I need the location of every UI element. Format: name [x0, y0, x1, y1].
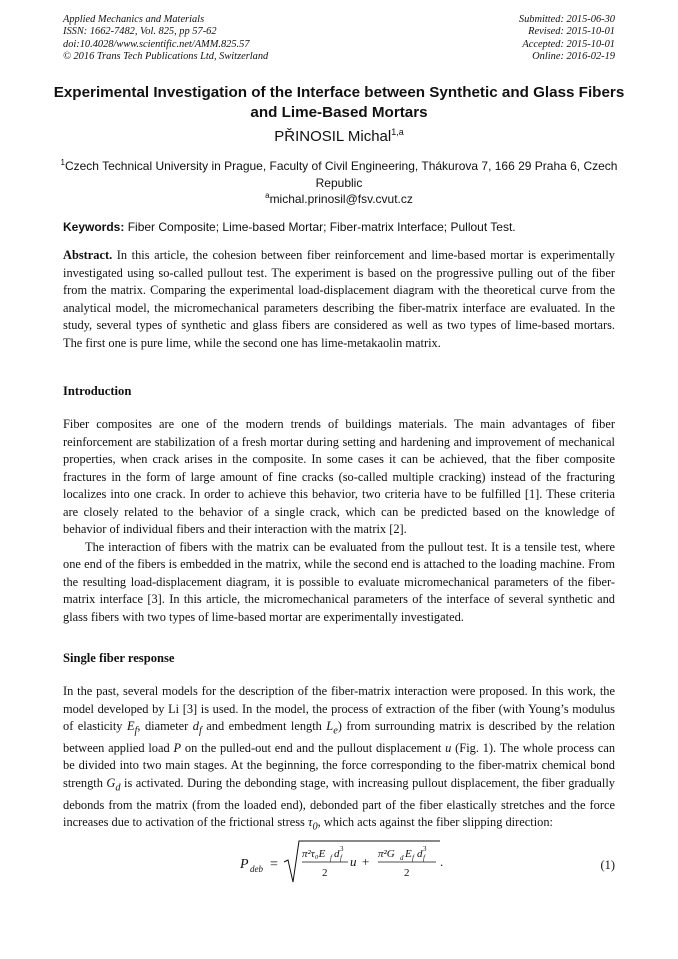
abstract-text: In this article, the cohesion between fiber reinforcement and lime-based mortar is experimentally investigated using so-called pullout test. The experiment is based on the progressive pulling out of the fiber from the matrix. Comparing the experimental load-displacement diagram with the theoretical curve from the analytical model, the micromechanical parameters describing the fiber-matrix interface are evaluated. In the study, several types of synthetic and glass fibers are considered as well as two types of lime-based mortars. The first one is pure lime, while the second one has lime-metakaolin matrix. [63, 248, 615, 350]
affiliation-text: Czech Technical University in Prague, Faculty of Civil Engineering, Thákurova 7, 166 29 Praha 6, Czech Republic [64, 159, 618, 190]
eq-num2-d: d [417, 848, 423, 860]
intro-paragraph-1: Fiber composites are one of the modern trends of buildings materials. The main advantages of fiber reinforcement are stabilization of a fresh mortar during setting and hardening and improvement of mechanical properties, when crack arises in the composite. In some cases it can be achieved, that the fiber composite fractures in the form of large amount of fine cracks (so-called multiple cracking) instead of the fracturing localizes into one crack. In order to achieve this behavior, two criteria have to be fulfilled [1]. These criteria are closely related to the behavior of a single crack, which can be predicted based on the knowledge of behavior of individual fibers and their interaction with the matrix [2]. [63, 417, 615, 536]
author-line [0, 127, 678, 145]
equation-number: (1) [600, 858, 615, 872]
submission-dates [519, 14, 615, 64]
eq-num1-sub: f [330, 854, 332, 862]
eq-equals: = [270, 857, 278, 872]
eq-num2-sub: d [400, 854, 404, 862]
eq-den2: 2 [404, 867, 410, 879]
keywords-label: Keywords: [63, 220, 125, 234]
single-fiber-heading: Single fiber response [63, 651, 175, 665]
copyright: © 2016 Trans Tech Publications Ltd, Switzerland [63, 51, 269, 63]
eq-num1: π²τ₀E [302, 848, 326, 860]
submitted-date: Submitted: 2015-06-30 [518, 14, 615, 25]
author-name: PŘINOSIL Michal [274, 128, 392, 145]
introduction-body [63, 416, 615, 626]
email-address[interactable]: michal.prinosil@fsv.cvut.cz [269, 192, 413, 206]
email-line [0, 191, 678, 206]
abstract-label: Abstract. [63, 248, 113, 262]
eq-num1-d-sub: f [340, 854, 342, 862]
intro-paragraph-2: The interaction of fibers with the matrix can be evaluated from the pullout test. It is a tensile test, where one end of the fibers is embedded in the matrix, while the second end is attached to the loading machine. From the resulting load-displacement diagram, it is possible to evaluate micromechanical parameters of the fiber-matrix interface [3]. In this article, the micromechanical parameters of the interface of several synthetic and glass fibers with two types of lime-based mortar are experimentally investigated. [63, 539, 615, 624]
equation-1 [240, 838, 540, 888]
eq-den1: 2 [322, 867, 328, 879]
eq-lhs-sub: deb [250, 864, 263, 874]
introduction-heading: Introduction [63, 384, 132, 398]
affiliation-sup: 1 [60, 158, 65, 167]
author-sup: 1,a [391, 127, 404, 137]
revised-date: Revised: 2015-10-01 [528, 26, 615, 38]
eq-num2-d-sub: f [423, 854, 425, 862]
eq-num1-d: d [334, 848, 340, 860]
eq-num2: π²G [378, 848, 395, 860]
single-fiber-body [63, 683, 615, 836]
email-sup: a [265, 191, 270, 200]
keywords [63, 220, 615, 234]
eq-lhs: P [240, 857, 249, 872]
accepted-date: Accepted: 2015-10-01 [522, 38, 615, 50]
issn: ISSN: 1662-7482, Vol. 825, pp 57-62 [63, 26, 217, 38]
online-date: Online: 2016-02-19 [532, 51, 615, 63]
journal-name: Applied Mechanics and Materials [63, 14, 205, 25]
single-fiber-paragraph: In the past, several models for the description of the fiber-matrix interaction were proposed. In this work, the model developed by Li [3] is used. In the model, the process of extraction of the fiber (with Young’s modulus of elasticity $E_f$, diameter $d_f$ and embedment length $L_e$) from surrounding matrix is described by the relation between applied load P on the pulled-out end and the pullout displacement u (Fig. 1). The whole process can be divided into two main stages. At the beginning, the force corresponding to the fiber-matrix chemical bond strength $G_d$ is activated. During the debonding stage, with increasing pullout displacement, the fiber gradually debonds from the matrix (from the loaded end), debonded part of the fiber elastically stretches and the force increases due to activation of the frictional stress $\tau_0$, which acts against the fiber slipping direction: [63, 684, 616, 833]
abstract [63, 247, 615, 352]
doi: doi:10.4028/www.scientific.net/AMM.825.57 [63, 38, 250, 50]
eq-num2-E-sub: f [412, 854, 414, 862]
eq-num2-E: E [405, 848, 412, 860]
journal-info [63, 14, 268, 64]
affiliation [60, 154, 618, 192]
eq-plus: + [362, 854, 370, 869]
eq-period: . [440, 854, 444, 869]
eq-num2-d-sup: 3 [423, 845, 427, 853]
paper-title: Experimental Investigation of the Interface between Synthetic and Glass Fibers and Lime-Based Mortars [53, 84, 625, 121]
keywords-text: Fiber Composite; Lime-based Mortar; Fiber-matrix Interface; Pullout Test. [127, 220, 516, 234]
eq-u: u [350, 854, 357, 869]
eq-num1-d-sup: 3 [340, 845, 344, 853]
